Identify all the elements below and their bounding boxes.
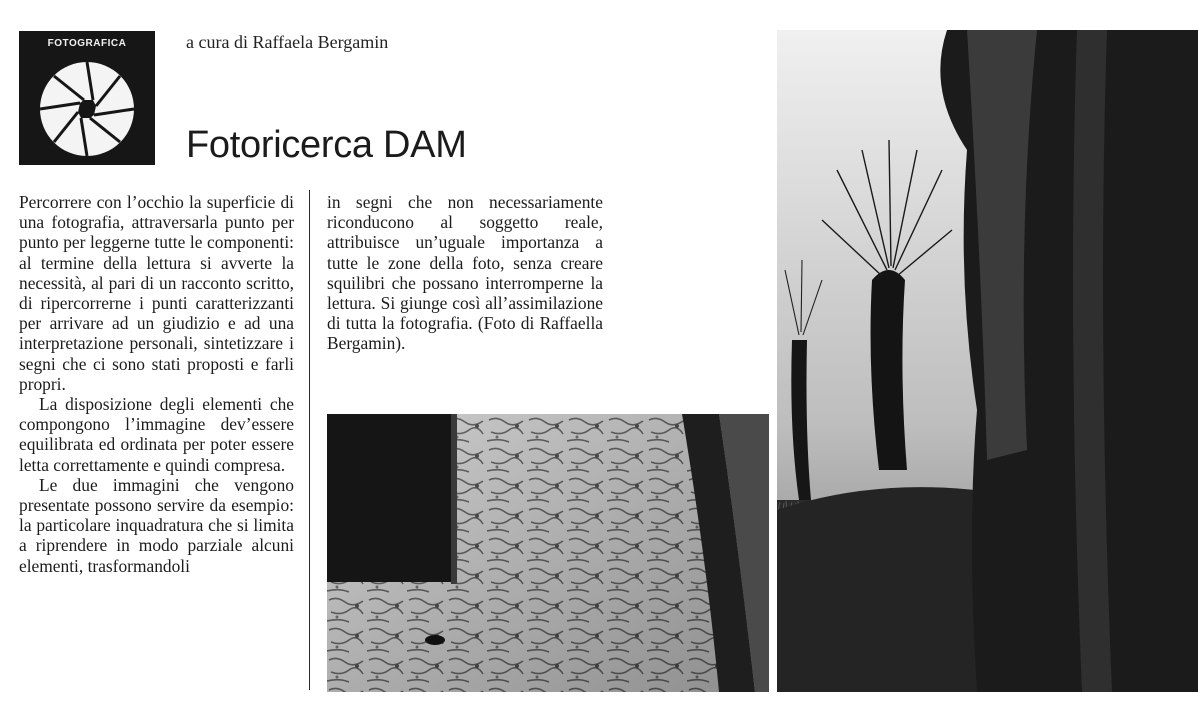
page-title: Fotoricerca DAM [186,124,467,166]
trees-photo [777,30,1198,692]
curator-credit: a cura di Raffaela Bergamin [186,32,389,52]
wall-window-photo [327,414,769,692]
text-column-1 [19,192,294,576]
fotografica-logo [19,31,155,165]
paragraph: in segni che non necessariamente riconducono al soggetto reale, attribuisce un’uguale importanza a tutte le zone della foto, senza creare squilibri che possano interromperne la lettura. Si giunge così all’assimilazione di tutta la fotografia. (Foto di Raffaella Bergamin). [327,192,603,354]
text-column-2 [327,192,603,354]
paragraph: Le due immagini che vengono presentate possono servire da esempio: la particolare inquadratura che si limita a riprendere in modo parziale alcuni elementi, trasformandoli [19,474,294,576]
aperture-icon [33,55,141,163]
trees-image [777,30,1198,692]
column-divider [309,190,310,690]
logo-label: FOTOGRAFICA [47,38,127,49]
wall-window-image [327,414,769,692]
paragraph: Percorrere con l’occhio la superficie di una fotografia, attraversarla punto per punto per leggerne tutte le componenti: al termine della lettura si avverte la necessità, al pari di un racconto scritto, di ripercorrerne i punti caratterizzanti per arrivare ad un giudizio e ad una interpretazione personali, sintetizzare i segni che ci sono stati proposti e farli propri. [19,192,294,394]
paragraph: La disposizione degli elementi che compongono l’immagine dev’essere equilibrata ed ordinata per poter essere letta correttamente e quindi compresa. [19,394,294,475]
